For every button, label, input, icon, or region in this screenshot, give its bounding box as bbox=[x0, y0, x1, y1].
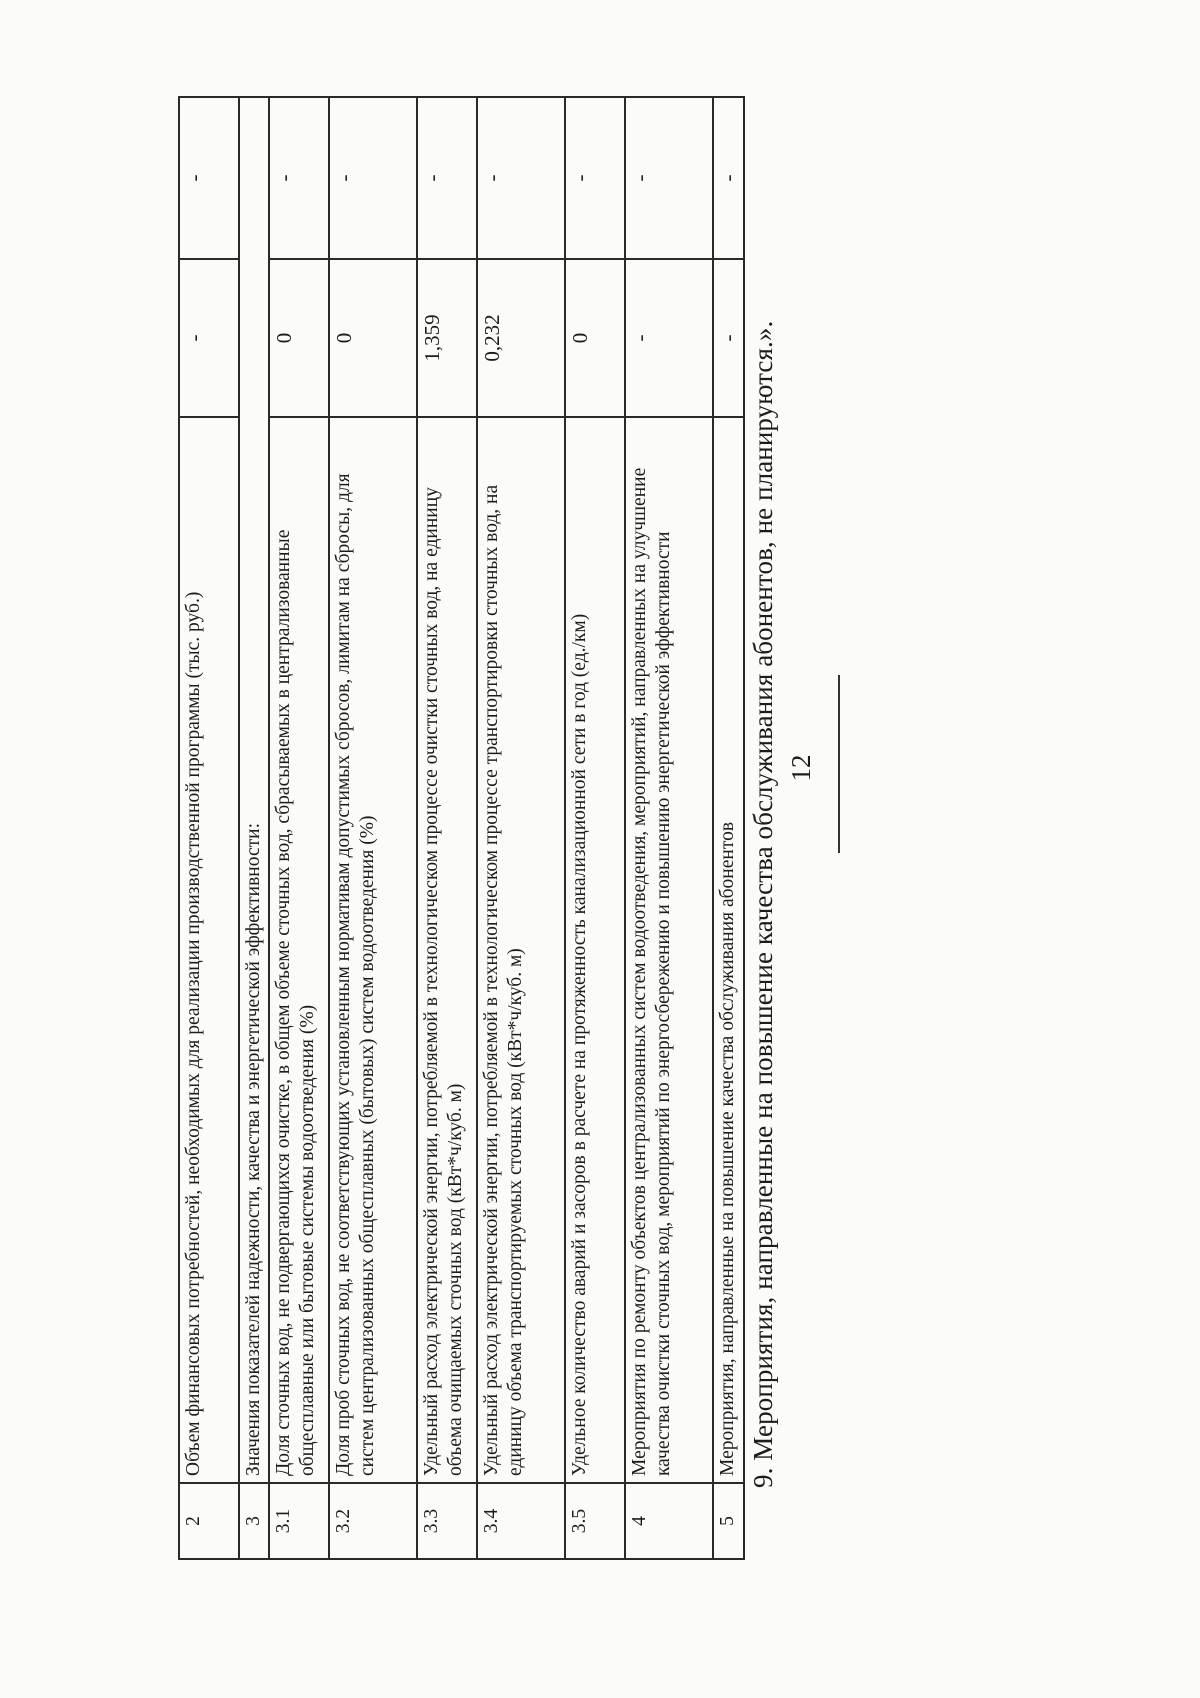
row-value-2: - bbox=[625, 97, 713, 259]
row-name: Объем финансовых потребностей, необходимых для реализации производственной программы (тыс. руб.) bbox=[179, 417, 239, 1483]
row-name: Удельный расход электрической энергии, потребляемой в технологическом процессе транспортировки сточных вод, на единицу объема транспортируемых сточных вод (кВт*ч/куб. м) bbox=[477, 417, 565, 1483]
row-value-2: - bbox=[477, 97, 565, 259]
closing-paragraph: 9. Мероприятия, направленные на повышение качества обслуживания абонентов, не планируются.». bbox=[748, 320, 778, 1488]
row-number: 3.2 bbox=[329, 1483, 417, 1559]
table-row bbox=[625, 97, 713, 1559]
row-value-2: - bbox=[417, 97, 477, 259]
row-number: 5 bbox=[713, 1483, 745, 1559]
row-name: Удельный расход электрической энергии, потребляемой в технологическом процессе очистки сточных вод, на единицу объема очищаемых сточных вод (кВт*ч/куб. м) bbox=[417, 417, 477, 1483]
table-row bbox=[477, 97, 565, 1559]
row-number: 3.4 bbox=[477, 1483, 565, 1559]
row-value: 0 bbox=[565, 259, 625, 417]
row-number: 3.5 bbox=[565, 1483, 625, 1559]
table-row bbox=[713, 97, 745, 1559]
row-value-2: - bbox=[565, 97, 625, 259]
table-row bbox=[417, 97, 477, 1559]
row-value: - bbox=[713, 259, 745, 417]
row-value: 0 bbox=[329, 259, 417, 417]
row-number: 3 bbox=[239, 1483, 269, 1559]
table-row bbox=[269, 97, 329, 1559]
row-value: 1,359 bbox=[417, 259, 477, 417]
indicators-table bbox=[178, 96, 745, 1560]
row-number: 3.3 bbox=[417, 1483, 477, 1559]
row-value: 0,232 bbox=[477, 259, 565, 417]
row-name: Доля сточных вод, не подвергающихся очистке, в общем объеме сточных вод, сбрасываемых в централизованные общесплавные или бытовые системы водоотведения (%) bbox=[269, 417, 329, 1483]
row-value: 0 bbox=[269, 259, 329, 417]
table-row bbox=[565, 97, 625, 1559]
table-row bbox=[329, 97, 417, 1559]
row-value-2: - bbox=[713, 97, 745, 259]
row-value-2: - bbox=[179, 97, 239, 259]
row-name: Удельное количество аварий и засоров в расчете на протяженность канализационной сети в год (ед./км) bbox=[565, 417, 625, 1483]
row-value: - bbox=[179, 259, 239, 417]
row-name: Мероприятия по ремонту объектов централизованных систем водоотведения, мероприятий, направленных на улучшение качества очистки сточных вод, мероприятий по энергосбережению и повышению энергетической эффективности bbox=[625, 417, 713, 1483]
table-row bbox=[179, 97, 239, 1559]
row-value-2: - bbox=[329, 97, 417, 259]
row-name: Доля проб сточных вод, не соответствующих установленным нормативам допустимых сбросов, лимитам на сбросы, для систем централизованных общесплавных (бытовых) систем водоотведения (%) bbox=[329, 417, 417, 1483]
row-value: - bbox=[625, 259, 713, 417]
separator-line bbox=[838, 675, 840, 853]
row-value-2: - bbox=[269, 97, 329, 259]
row-number: 4 bbox=[625, 1483, 713, 1559]
page-number: 12 bbox=[786, 754, 816, 782]
section-heading: Значения показателей надежности, качества и энергетической эффективности: bbox=[239, 97, 269, 1483]
table-row bbox=[239, 97, 269, 1559]
row-name: Мероприятия, направленные на повышение качества обслуживания абонентов bbox=[713, 417, 745, 1483]
row-number: 2 bbox=[179, 1483, 239, 1559]
row-number: 3.1 bbox=[269, 1483, 329, 1559]
